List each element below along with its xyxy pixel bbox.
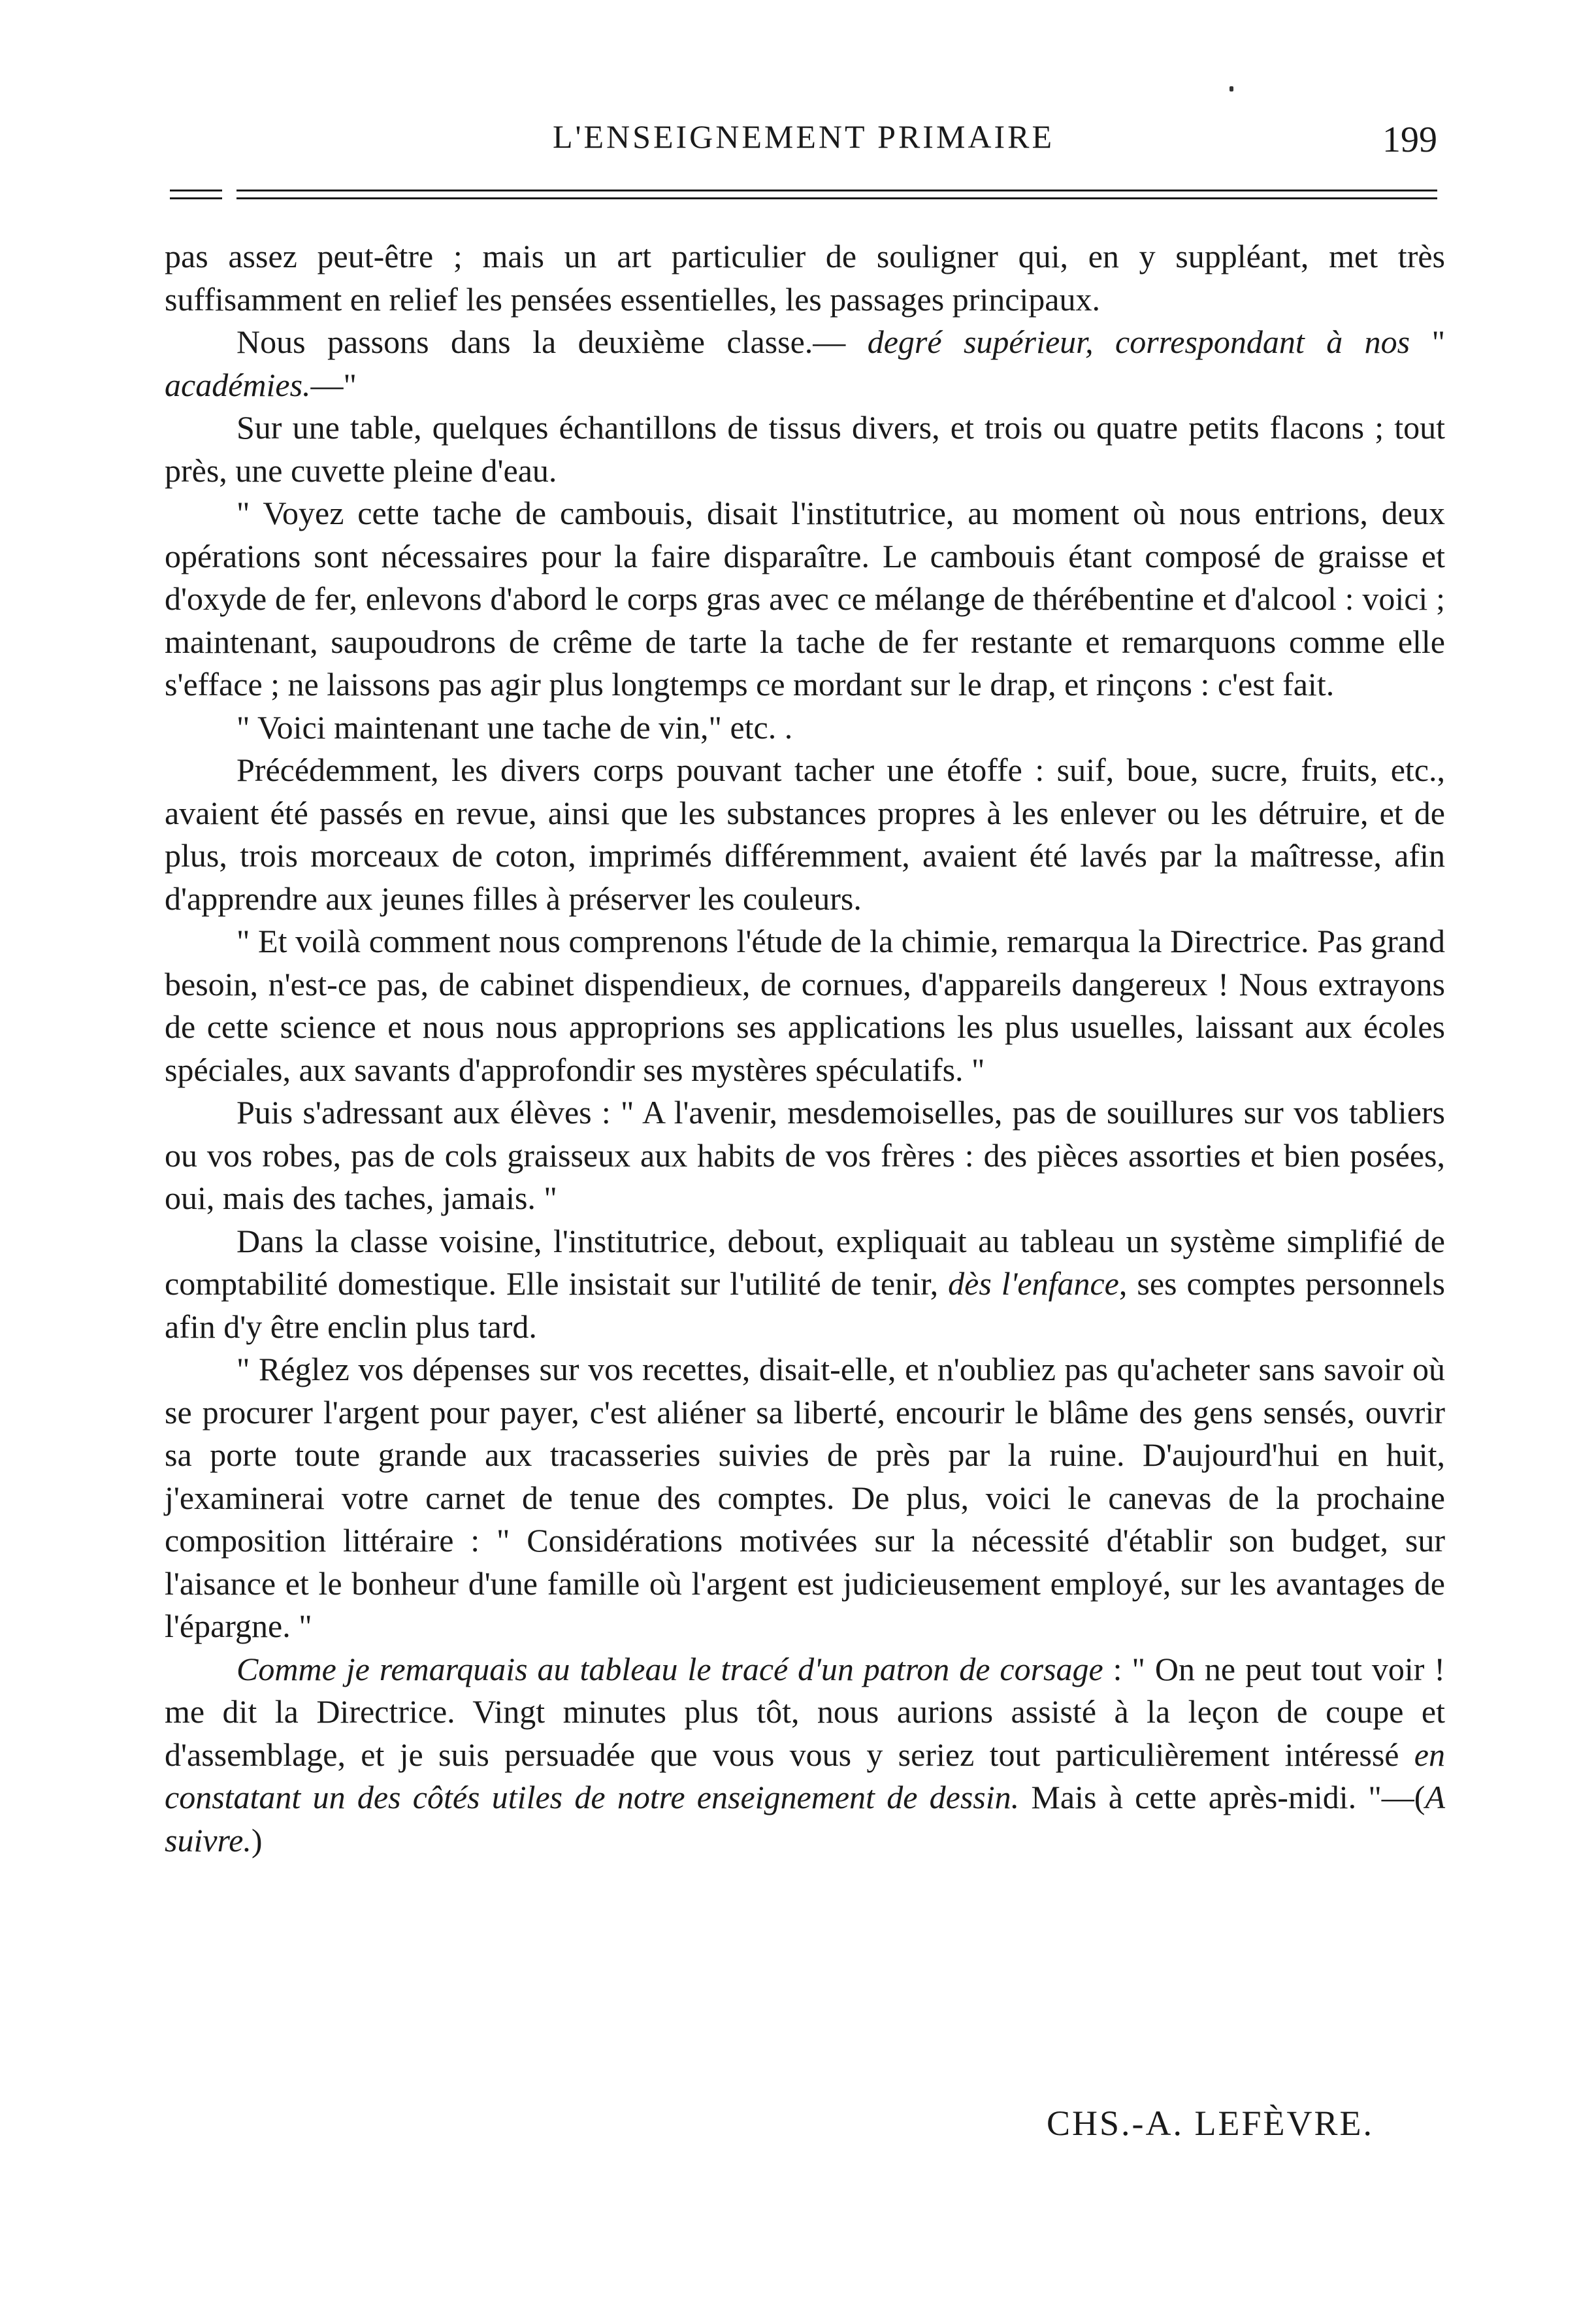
paragraph-2-text-a: Nous passons dans la deuxième classe.—	[236, 323, 868, 360]
article-body	[165, 235, 1445, 1862]
page-number: 199	[1382, 120, 1437, 160]
paragraph-2-text-b: "	[1410, 323, 1445, 360]
paragraph-9	[165, 1220, 1445, 1349]
running-title: L'ENSEIGNEMENT PRIMAIRE	[552, 118, 1055, 155]
paragraph-7: " Et voilà comment nous comprenons l'étude de la chimie, remarqua la Directrice. Pas grand besoin, n'est-ce pas, de cabinet dispendieux, de cornues, d'appareils dangereux ! Nous extrayons de cette science et nous nous approprions ses applications les plus usuelles, laissant aux écoles spéciales, aux savants d'approfondir ses mystères spéculatifs. "	[165, 923, 1445, 1088]
paragraph-11-italic-b: en constatant un des côtés utiles de notre enseignement de dessin.	[165, 1736, 1445, 1815]
paragraph-2	[165, 321, 1445, 406]
paragraph-9-text-a: Dans la classe voisine, l'institutrice, debout, expliquait au tableau un système simplifié de comptabilité domestique. Elle insistait sur l'utilité de tenir,	[165, 1222, 1445, 1302]
paragraph-10: " Réglez vos dépenses sur vos recettes, disait-elle, et n'oubliez pas qu'acheter sans savoir où se procurer l'argent pour payer, c'est aliéner sa liberté, encourir le blâme des gens sensés, ouvrir sa porte toute grande aux tracasseries suivies de près par la ruine. D'aujourd'hui en huit, j'examinerai votre carnet de tenue des comptes. De plus, voici le canevas de la prochaine composition littéraire : " Considérations motivées sur la nécessité d'établir son budget, sur l'aisance et le bonheur d'une famille où l'argent est judicieusement employé, sur les avantages de l'épargne. "	[165, 1351, 1445, 1644]
paragraph-4: " Voyez cette tache de cambouis, disait l'institutrice, au moment où nous entrions, deux opérations sont nécessaires pour la faire disparaître. Le cambouis étant composé de graisse et d'oxyde de fer, enlevons d'abord le corps gras avec ce mélange de thérébentine et d'alcool : voici ; maintenant, saupoudrons de crême de tarte la tache de fer restante et remarquons comme elle s'efface ; ne laissons pas agir plus longtemps ce mordant sur le drap, et rinçons : c'est fait.	[165, 495, 1445, 703]
page-header	[170, 118, 1437, 170]
author-signature: CHS.-A. LEFÈVRE.	[1046, 2104, 1374, 2143]
paragraph-2-italic-a: degré supérieur, correspondant à nos	[867, 323, 1410, 360]
header-rule-bottom	[170, 197, 1437, 199]
paragraph-3: Sur une table, quelques échantillons de tissus divers, et trois ou quatre petits flacons ; tout près, une cuvette pleine d'eau.	[165, 409, 1445, 489]
paragraph-11	[165, 1648, 1445, 1862]
paragraph-1: pas assez peut-être ; mais un art particulier de souligner qui, en y suppléant, met très suffisamment en relief les pensées essentielles, les passages principaux.	[165, 238, 1445, 318]
paragraph-11-text-c: )	[251, 1821, 263, 1859]
paragraph-2-italic-b: académies.	[165, 366, 311, 403]
paragraph-2-text-c: —"	[310, 366, 357, 403]
paragraph-8: Puis s'adressant aux élèves : " A l'avenir, mesdemoiselles, pas de souillures sur vos tabliers ou vos robes, pas de cols graisseux aux habits de vos frères : des pièces assorties et bien posées, oui, mais des taches, jamais. "	[165, 1094, 1445, 1216]
paragraph-11-text-b: Mais à cette après-midi. "—(	[1019, 1779, 1425, 1815]
header-rule-gap	[222, 187, 236, 201]
paragraph-9-italic: dès l'enfance	[948, 1265, 1119, 1302]
paragraph-11-italic-c: A suivre.	[165, 1779, 1445, 1859]
paragraph-9-text-b: , ses comptes personnels afin d'y être enclin plus tard.	[165, 1265, 1445, 1345]
paragraph-6: Précédemment, les divers corps pouvant tacher une étoffe : suif, boue, sucre, fruits, etc., avaient été passés en revue, ainsi que les substances propres à les enlever ou les détruire, et de plus, trois morceaux de coton, imprimés différemment, avaient été lavés par la maîtresse, afin d'apprendre aux jeunes filles à préserver les couleurs.	[165, 752, 1445, 917]
paragraph-5: " Voici maintenant une tache de vin," etc. .	[236, 708, 793, 746]
paragraph-11-text-a: : " On ne peut tout voir ! me dit la Directrice. Vingt minutes plus tôt, nous aurions assisté à la leçon de coupe et d'assemblage, et je suis persuadée que vous vous y seriez tout particulièrement intéressé	[165, 1650, 1445, 1773]
header-rule-top	[170, 190, 1437, 191]
paragraph-11-italic-a: Comme je remarquais au tableau le tracé d'un patron de corsage	[236, 1650, 1103, 1687]
print-speck	[1230, 86, 1233, 91]
